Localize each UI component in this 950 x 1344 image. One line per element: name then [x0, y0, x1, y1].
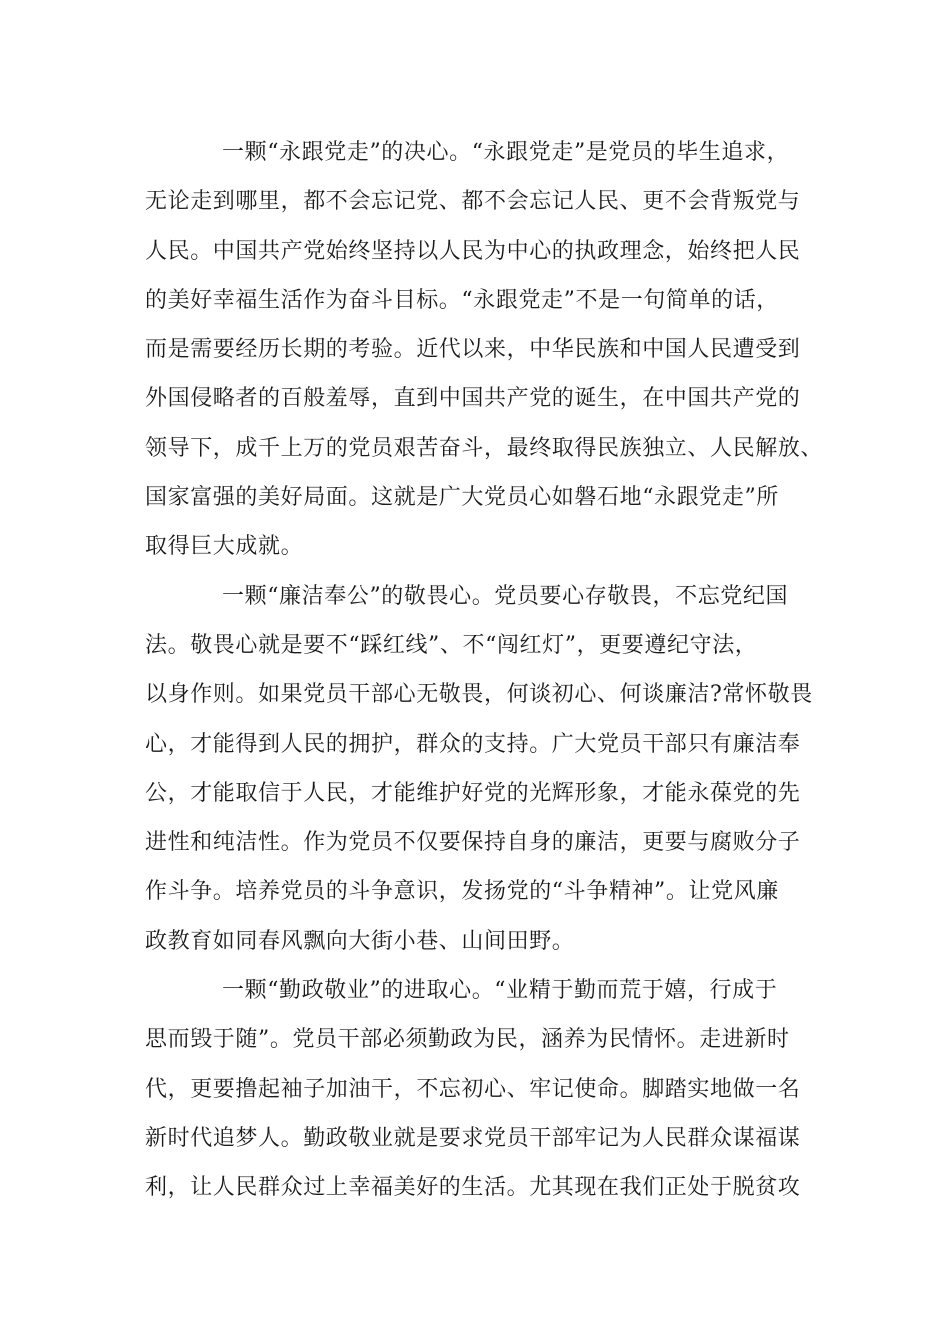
paragraph-2-line-2: 法。敬畏心就是要不“踩红线”、不“闯红灯”，更要遵纪守法，	[145, 632, 758, 658]
paragraph-2-line-4: 心，才能得到人民的拥护，群众的支持。广大党员干部只有廉洁奉	[145, 731, 801, 757]
document-body	[145, 128, 824, 1213]
paragraph-1-line-1: 一颗“永跟党走”的决心。“永跟党走”是党员的毕生追求，	[222, 140, 790, 165]
paragraph-2-line-3: 以身作则。如果党员干部心无敬畏，何谈初心、何谈廉洁?常怀敬畏	[145, 682, 813, 708]
paragraph-2-line-8: 政教育如同春风飘向大街小巷、山间田野。	[145, 928, 575, 954]
paragraph-1-line-5: 而是需要经历长期的考验。近代以来，中华民族和中国人民遭受到	[145, 337, 801, 363]
paragraph-1-line-3: 人民。中国共产党始终坚持以人民为中心的执政理念，始终把人民	[145, 238, 801, 264]
paragraph-3-line-5: 利，让人民群众过上幸福美好的生活。尤其现在我们正处于脱贫攻	[145, 1175, 801, 1201]
paragraph-2-line-5: 公，才能取信于人民，才能维护好党的光辉形象，才能永葆党的先	[145, 780, 801, 806]
paragraph-3-line-1: 一颗“勤政敬业”的进取心。“业精于勤而荒于嬉，行成于	[222, 978, 778, 1004]
paragraph-1-line-2: 无论走到哪里，都不会忘记党、都不会忘记人民、更不会背叛党与	[145, 189, 801, 215]
paragraph-1-line-4: 的美好幸福生活作为奋斗目标。“永跟党走”不是一句简单的话，	[145, 287, 779, 313]
paragraph-3-line-4: 新时代追梦人。勤政敬业就是要求党员干部牢记为人民群众谋福谋	[145, 1125, 801, 1151]
paragraph-3-line-3: 代，更要撸起袖子加油干，不忘初心、牢记使命。脚踏实地做一名	[145, 1076, 801, 1102]
paragraph-2-line-7: 作斗争。培养党员的斗争意识，发扬党的“斗争精神”。让党风廉	[145, 879, 779, 905]
paragraph-1-line-9: 取得巨大成就。	[145, 534, 304, 560]
paragraph-2-line-6: 进性和纯洁性。作为党员不仅要保持自身的廉洁，更要与腐败分子	[145, 830, 801, 856]
paragraph-2-line-1: 一颗“廉洁奉公”的敬畏心。党员要心存敬畏，不忘党纪国	[222, 583, 789, 609]
paragraph-1-line-8: 国家富强的美好局面。这就是广大党员心如磐石地“永跟党走”所	[145, 485, 779, 511]
paragraph-1-line-7: 领导下，成千上万的党员艰苦奋斗，最终取得民族独立、人民解放、	[145, 435, 824, 461]
paragraph-1-line-6: 外国侵略者的百般羞辱，直到中国共产党的诞生，在中国共产党的	[145, 386, 801, 412]
paragraph-3-line-2: 思而毁于随”。党员干部必须勤政为民，涵养为民情怀。走进新时	[145, 1027, 790, 1053]
